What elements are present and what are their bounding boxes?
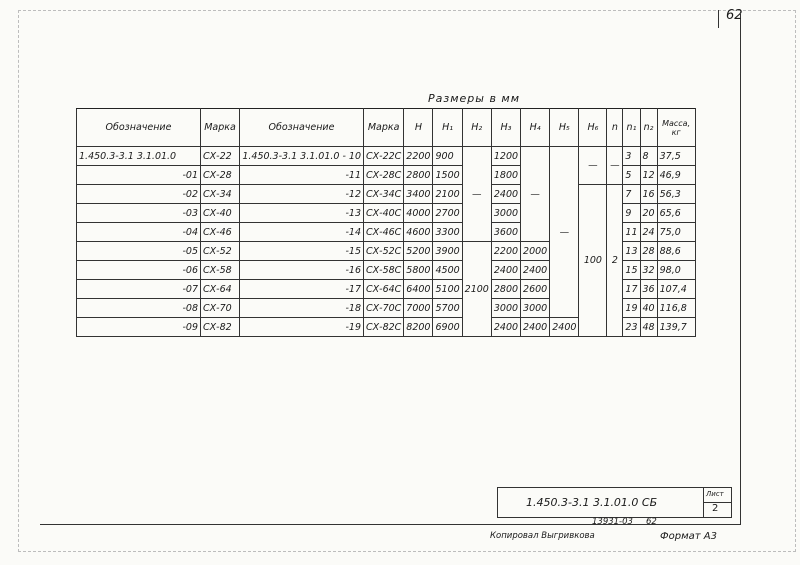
mass-cell: 98,0 bbox=[657, 261, 695, 280]
n2-cell: 36 bbox=[640, 280, 657, 299]
h-cell: 4000 bbox=[404, 204, 433, 223]
sheet-label: Лист bbox=[706, 490, 724, 498]
h4-cell: 2600 bbox=[521, 280, 550, 299]
mass-cell: 88,6 bbox=[657, 242, 695, 261]
h1-cell: 6900 bbox=[433, 318, 462, 337]
h5-cell: 2400 bbox=[550, 318, 579, 337]
h-cell: 3400 bbox=[404, 185, 433, 204]
header-mass: Масса, кг bbox=[657, 109, 695, 147]
page-number: 62 bbox=[726, 8, 743, 23]
h3-cell: 2200 bbox=[491, 242, 520, 261]
mark-2-cell: СХ-70С bbox=[364, 299, 404, 318]
n2-cell: 48 bbox=[640, 318, 657, 337]
h-cell: 2200 bbox=[404, 147, 433, 166]
header-designation-2: Обозначение bbox=[240, 109, 364, 147]
h1-cell: 900 bbox=[433, 147, 462, 166]
header-h6: H₆ bbox=[579, 109, 607, 147]
title-block bbox=[497, 487, 732, 518]
sheet-number: 2 bbox=[712, 503, 719, 514]
designation-cell: -02 bbox=[77, 185, 201, 204]
designation-2-cell: -19 bbox=[240, 318, 364, 337]
designation-2-cell: 1.450.3-3.1 3.1.01.0 - 10 bbox=[240, 147, 364, 166]
h-cell: 6400 bbox=[404, 280, 433, 299]
order-number: 13931-03 bbox=[592, 517, 633, 527]
page-number-divider bbox=[718, 10, 719, 28]
mass-cell: 46,9 bbox=[657, 166, 695, 185]
designation-cell: -01 bbox=[77, 166, 201, 185]
h3-cell: 2400 bbox=[491, 185, 520, 204]
h3-cell: 2400 bbox=[491, 318, 520, 337]
mark-2-cell: СХ-58С bbox=[364, 261, 404, 280]
header-n1: n₁ bbox=[623, 109, 640, 147]
mark-cell: СХ-34 bbox=[201, 185, 240, 204]
n-cell: — bbox=[607, 147, 623, 185]
n1-cell: 11 bbox=[623, 223, 640, 242]
h-cell: 7000 bbox=[404, 299, 433, 318]
designation-2-cell: -18 bbox=[240, 299, 364, 318]
header-designation: Обозначение bbox=[77, 109, 201, 147]
designation-2-cell: -16 bbox=[240, 261, 364, 280]
mark-cell: СХ-64 bbox=[201, 280, 240, 299]
mark-2-cell: СХ-46С bbox=[364, 223, 404, 242]
mass-cell: 107,4 bbox=[657, 280, 695, 299]
h-cell: 5200 bbox=[404, 242, 433, 261]
n2-cell: 8 bbox=[640, 147, 657, 166]
h1-cell: 1500 bbox=[433, 166, 462, 185]
mark-cell: СХ-58 bbox=[201, 261, 240, 280]
n1-cell: 9 bbox=[623, 204, 640, 223]
header-h5: H₅ bbox=[550, 109, 579, 147]
n2-cell: 20 bbox=[640, 204, 657, 223]
mark-2-cell: СХ-64С bbox=[364, 280, 404, 299]
h6-cell: 100 bbox=[579, 185, 607, 337]
mass-cell: 75,0 bbox=[657, 223, 695, 242]
header-mark-2: Марка bbox=[364, 109, 404, 147]
h-cell: 5800 bbox=[404, 261, 433, 280]
n2-cell: 28 bbox=[640, 242, 657, 261]
designation-2-cell: -11 bbox=[240, 166, 364, 185]
designation-cell: -09 bbox=[77, 318, 201, 337]
header-h4: H₄ bbox=[521, 109, 550, 147]
footer-page: 62 bbox=[646, 517, 657, 527]
h1-cell: 4500 bbox=[433, 261, 462, 280]
n2-cell: 32 bbox=[640, 261, 657, 280]
designation-cell: -08 bbox=[77, 299, 201, 318]
specification-table bbox=[76, 108, 696, 337]
mark-cell: СХ-40 bbox=[201, 204, 240, 223]
h1-cell: 3900 bbox=[433, 242, 462, 261]
h3-cell: 1800 bbox=[491, 166, 520, 185]
designation-2-cell: -14 bbox=[240, 223, 364, 242]
header-n2: n₂ bbox=[640, 109, 657, 147]
mass-cell: 37,5 bbox=[657, 147, 695, 166]
h1-cell: 5700 bbox=[433, 299, 462, 318]
document-code: 1.450.3-3.1 3.1.01.0 СБ bbox=[526, 496, 658, 509]
h4-cell: 2000 bbox=[521, 242, 550, 261]
h2-cell: — bbox=[462, 147, 491, 242]
table-row bbox=[77, 185, 696, 204]
h3-cell: 3600 bbox=[491, 223, 520, 242]
mark-cell: СХ-52 bbox=[201, 242, 240, 261]
header-h1: H₁ bbox=[433, 109, 462, 147]
h2-cell: 2100 bbox=[462, 242, 491, 337]
mark-2-cell: СХ-34С bbox=[364, 185, 404, 204]
h3-cell: 2800 bbox=[491, 280, 520, 299]
header-n: n bbox=[607, 109, 623, 147]
h3-cell: 3000 bbox=[491, 299, 520, 318]
designation-cell: -07 bbox=[77, 280, 201, 299]
h3-cell: 1200 bbox=[491, 147, 520, 166]
header-h: H bbox=[404, 109, 433, 147]
n1-cell: 19 bbox=[623, 299, 640, 318]
table-row bbox=[77, 147, 696, 166]
sheet-format: Формат А3 bbox=[660, 531, 717, 542]
n2-cell: 24 bbox=[640, 223, 657, 242]
n2-cell: 12 bbox=[640, 166, 657, 185]
h3-cell: 3000 bbox=[491, 204, 520, 223]
mark-cell: СХ-22 bbox=[201, 147, 240, 166]
h6-cell: — bbox=[579, 147, 607, 185]
mark-2-cell: СХ-40С bbox=[364, 204, 404, 223]
designation-cell: -06 bbox=[77, 261, 201, 280]
mass-cell: 56,3 bbox=[657, 185, 695, 204]
table-header-row bbox=[77, 109, 696, 147]
designation-2-cell: -13 bbox=[240, 204, 364, 223]
mark-cell: СХ-70 bbox=[201, 299, 240, 318]
copied-by: Копировал Выгривкова bbox=[490, 531, 595, 541]
h4-cell: 3000 bbox=[521, 299, 550, 318]
n1-cell: 7 bbox=[623, 185, 640, 204]
n2-cell: 16 bbox=[640, 185, 657, 204]
mark-cell: СХ-46 bbox=[201, 223, 240, 242]
designation-cell: -05 bbox=[77, 242, 201, 261]
h1-cell: 2100 bbox=[433, 185, 462, 204]
header-h2: H₂ bbox=[462, 109, 491, 147]
h4-cell: 2400 bbox=[521, 318, 550, 337]
n1-cell: 15 bbox=[623, 261, 640, 280]
mass-cell: 116,8 bbox=[657, 299, 695, 318]
mark-2-cell: СХ-28С bbox=[364, 166, 404, 185]
designation-cell: -03 bbox=[77, 204, 201, 223]
mass-cell: 139,7 bbox=[657, 318, 695, 337]
h-cell: 2800 bbox=[404, 166, 433, 185]
units-caption: Размеры в мм bbox=[428, 92, 521, 105]
n1-cell: 23 bbox=[623, 318, 640, 337]
designation-2-cell: -12 bbox=[240, 185, 364, 204]
mark-cell: СХ-82 bbox=[201, 318, 240, 337]
h-cell: 8200 bbox=[404, 318, 433, 337]
mass-cell: 65,6 bbox=[657, 204, 695, 223]
designation-cell: 1.450.3-3.1 3.1.01.0 bbox=[77, 147, 201, 166]
designation-2-cell: -15 bbox=[240, 242, 364, 261]
h1-cell: 2700 bbox=[433, 204, 462, 223]
n1-cell: 3 bbox=[623, 147, 640, 166]
mark-2-cell: СХ-52С bbox=[364, 242, 404, 261]
h1-cell: 5100 bbox=[433, 280, 462, 299]
header-mark: Марка bbox=[201, 109, 240, 147]
h4-cell: 2400 bbox=[521, 261, 550, 280]
h-cell: 4600 bbox=[404, 223, 433, 242]
h4-cell: — bbox=[521, 147, 550, 242]
designation-cell: -04 bbox=[77, 223, 201, 242]
n1-cell: 17 bbox=[623, 280, 640, 299]
h1-cell: 3300 bbox=[433, 223, 462, 242]
header-h3: H₃ bbox=[491, 109, 520, 147]
mark-cell: СХ-28 bbox=[201, 166, 240, 185]
n1-cell: 13 bbox=[623, 242, 640, 261]
h5-cell: — bbox=[550, 147, 579, 318]
mark-2-cell: СХ-22С bbox=[364, 147, 404, 166]
n2-cell: 40 bbox=[640, 299, 657, 318]
mark-2-cell: СХ-82С bbox=[364, 318, 404, 337]
n-cell: 2 bbox=[607, 185, 623, 337]
designation-2-cell: -17 bbox=[240, 280, 364, 299]
h3-cell: 2400 bbox=[491, 261, 520, 280]
n1-cell: 5 bbox=[623, 166, 640, 185]
